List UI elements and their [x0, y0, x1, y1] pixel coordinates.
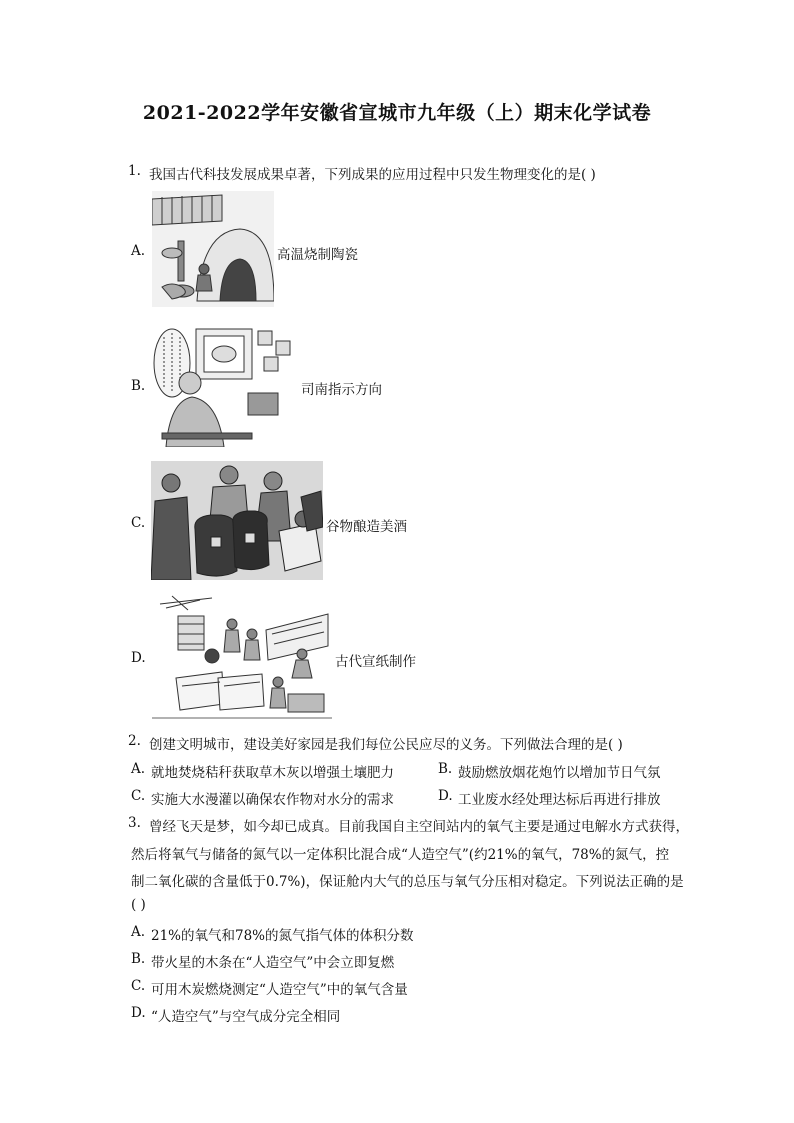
q1-option-a-caption: 高温烧制陶瓷 — [277, 247, 358, 263]
page-title: 2021-2022学年安徽省宣城市九年级（上）期末化学试卷 — [142, 102, 652, 124]
q2-option-b-text: 鼓励燃放烟花炮竹以增加节日气氛 — [458, 765, 661, 781]
papermaking-illustration — [152, 594, 332, 720]
q2-option-a-text: 就地焚烧秸秆获取草木灰以增强土壤肥力 — [151, 765, 394, 781]
q2-option-d-letter[interactable]: D. — [438, 788, 453, 804]
q2-option-d-text: 工业废水经处理达标后再进行排放 — [458, 792, 661, 808]
q2-option-c-letter[interactable]: C. — [131, 788, 146, 804]
q1-option-d-caption: 古代宣纸制作 — [335, 654, 416, 670]
q3-stem-line-3: 制二氧化碳的含量低于0.7%)，保证舱内大气的总压与氧气分压相对稳定。下列说法正确的是 — [131, 874, 684, 890]
q3-number: 3. — [128, 815, 141, 831]
q2-option-b-letter[interactable]: B. — [438, 761, 453, 777]
q3-stem-line-2: 然后将氧气与储备的氮气以一定体积比混合成“人造空气”(约21%的氧气，78%的氮气，控 — [131, 847, 670, 863]
q2-number: 2. — [128, 733, 141, 749]
q1-number: 1. — [128, 163, 141, 179]
q1-option-c-letter[interactable]: C. — [131, 515, 146, 531]
q1-option-b-letter[interactable]: B. — [131, 378, 146, 394]
q3-option-c-letter[interactable]: C. — [131, 978, 146, 994]
q3-option-b-letter[interactable]: B. — [131, 951, 146, 967]
q3-option-b-text: 带火星的木条在“人造空气”中会立即复燃 — [151, 955, 395, 971]
pottery-kiln-illustration — [152, 191, 274, 307]
q2-option-c-text: 实施大水漫灌以确保农作物对水分的需求 — [151, 792, 394, 808]
q1-option-b-caption: 司南指示方向 — [301, 382, 382, 398]
sinan-compass-illustration — [152, 323, 298, 447]
q1-option-c-caption: 谷物酿造美酒 — [326, 519, 407, 535]
q3-stem-line-4: ( ) — [131, 897, 146, 913]
q2-option-a-letter[interactable]: A. — [131, 761, 146, 777]
q2-stem: 创建文明城市，建设美好家园是我们每位公民应尽的义务。下列做法合理的是( ) — [149, 737, 623, 753]
q3-option-d-text: “人造空气”与空气成分完全相同 — [151, 1009, 341, 1025]
q1-stem: 我国古代科技发展成果卓著，下列成果的应用过程中只发生物理变化的是( ) — [149, 167, 596, 183]
q1-option-a-letter[interactable]: A. — [131, 243, 146, 259]
q3-option-d-letter[interactable]: D. — [131, 1005, 146, 1021]
q3-option-a-text: 21%的氧气和78%的氮气指气体的体积分数 — [151, 928, 414, 944]
q3-stem-line-1: 曾经飞天是梦，如今却已成真。目前我国自主空间站内的氧气主要是通过电解水方式获得， — [149, 819, 689, 835]
q1-option-d-letter[interactable]: D. — [131, 650, 146, 666]
q3-option-c-text: 可用木炭燃烧测定“人造空气”中的氧气含量 — [151, 982, 408, 998]
wine-brewing-illustration — [151, 461, 323, 580]
q3-option-a-letter[interactable]: A. — [131, 924, 146, 940]
